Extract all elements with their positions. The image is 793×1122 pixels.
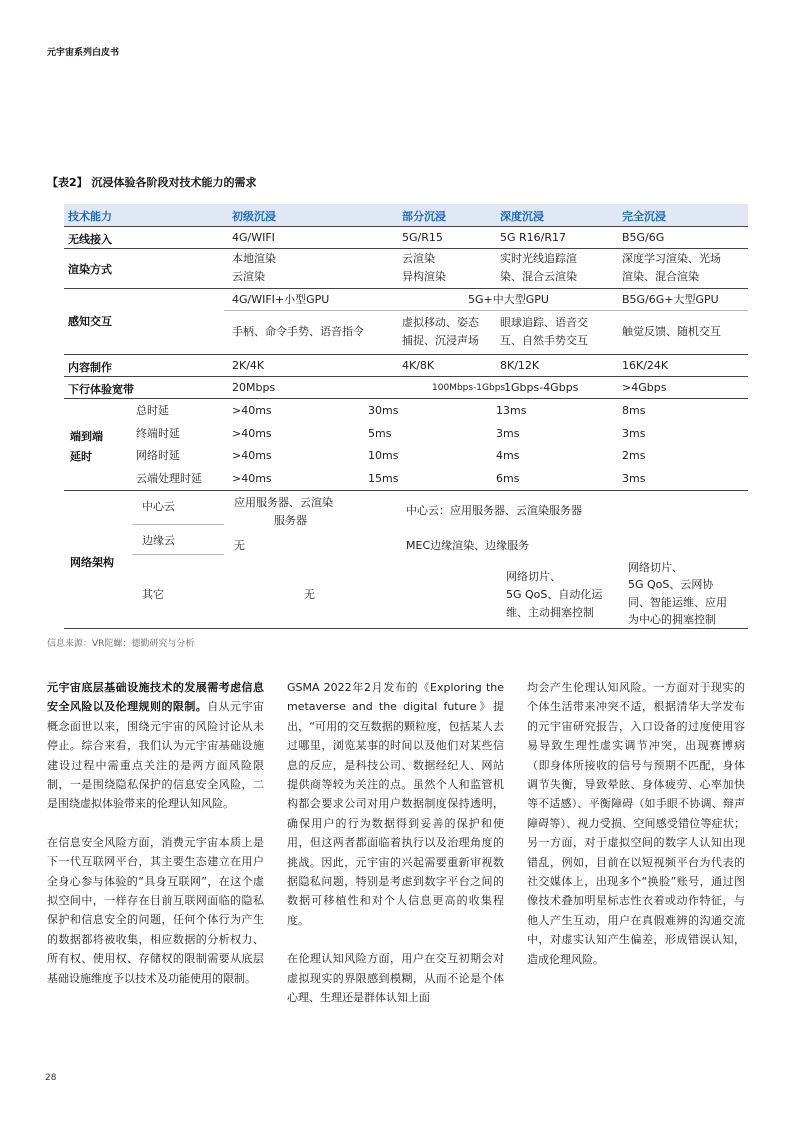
paragraph: GSMA 2022年2月发布的《Exploring the metaverse and the digital future》提出，“可用的交互数据的颗粒度，包括某人去过哪里，浏览某事的时间以及他们对某些信息的反应，是科技公司、数据经纪人、网站提供商等较为关注的点。虽然个人和监管机构都会要求公司对用户数据制度保持透明，确保用户的行为数据得到妥善的保护和使用，但这两者都面临着执行以及治理角度的挑战。因此，元宇宙的兴起需要重新审视数据隐私问题，特别是考虑到数字平台之间的数据可移植性和对个人信息更高的收集程度。	[287, 681, 504, 927]
latency-network-name: 网络时延	[136, 449, 180, 462]
downlink-initial: 20Mbps	[232, 381, 276, 394]
latency-total-partial: 30ms	[368, 404, 399, 417]
row-downlink-label: 下行体验宽带	[68, 383, 134, 396]
perception-interaction-partial-2: 捕捉、沉浸声场	[402, 334, 479, 347]
network-other-name: 其它	[142, 588, 164, 601]
downlink-full: >4Gbps	[622, 381, 667, 394]
network-center-rest: 中心云：应用服务器、云渲染服务器	[406, 504, 582, 517]
downlink-deep: 1Gbps-4Gbps	[504, 381, 579, 394]
row-latency-label-1: 端到端	[70, 430, 103, 443]
network-other-full-1: 网络切片、	[628, 561, 683, 574]
network-other-deep-3: 维、主动拥塞控制	[506, 606, 594, 619]
latency-total-initial: >40ms	[232, 404, 272, 417]
latency-cloud-full: 3ms	[622, 472, 646, 485]
header-full: 完全沉浸	[622, 210, 666, 223]
latency-cloud-name: 云端处理时延	[136, 472, 202, 485]
wireless-partial: 5G/R15	[402, 231, 443, 244]
rule	[64, 490, 748, 491]
latency-network-partial: 10ms	[368, 449, 399, 462]
row-network-label: 网络架构	[70, 556, 114, 569]
row-perception-label: 感知交互	[68, 315, 112, 328]
latency-cloud-partial: 15ms	[368, 472, 399, 485]
content-full: 16K/24K	[622, 359, 669, 372]
content-partial: 4K/8K	[402, 359, 435, 372]
network-center-name: 中心云	[142, 500, 175, 513]
rule	[64, 354, 748, 355]
rule	[64, 376, 748, 377]
network-edge-name: 边缘云	[142, 534, 175, 547]
network-center-initial-2: 服务器	[274, 514, 307, 527]
latency-terminal-name: 终端时延	[136, 427, 180, 440]
content-deep: 8K/12K	[500, 359, 540, 372]
rule	[132, 554, 224, 555]
table-caption: 【表2】 沉浸体验各阶段对技术能力的需求	[47, 176, 257, 189]
lead-bold-text: 元宇宙底层基础设施技术的发展需考虑信息安全风险以及伦理规则的限制。	[47, 681, 264, 714]
paragraph: 自从元宇宙概念面世以来，围绕元宇宙的风险讨论从未停止。综合来看，我们认为元宇宙基础设施建设过程中需重点关注的是两方面风险限制，一是围绕隐私保护的信息安全风险，二是围绕虚拟体验带来的伦理认知风险。	[47, 700, 265, 811]
requirements-table	[64, 204, 748, 628]
latency-total-full: 8ms	[622, 404, 646, 417]
rule	[64, 628, 748, 629]
paragraph: 在伦理认知风险方面，用户在交互初期会对虚拟现实的界限感到模糊，从而不论是个体心理、生理还是群体认知上面	[287, 952, 504, 1005]
network-edge-initial: 无	[234, 539, 245, 552]
latency-cloud-initial: >40ms	[232, 472, 272, 485]
perception-interaction-partial-1: 虚拟移动、姿态	[402, 316, 479, 329]
content-initial: 2K/4K	[232, 359, 265, 372]
network-center-initial-1: 应用服务器、云渲染	[234, 496, 333, 509]
body-column-1	[47, 678, 264, 1007]
rule	[64, 398, 748, 399]
paragraph: 均会产生伦理认知风险。一方面对于现实的个体生活带来冲突不适，根据清华大学发布的元宇宙研究报告，入口设备的过度使用容易导致生理性虚实调节冲突，出现赛博病（即身体所接收的信号与预期不匹配，身体调节失衡，导致晕眩、身体疲劳、心率加快等不适感）、平衡障碍（如手眼不协调、辩声障碍等）、视力受损、空间感受错位等症状；另一方面，对于虚拟空间的数字人认知出现错乱，例如，目前在以短视频平台为代表的社交媒体上，出现多个“换脸”账号，通过图像技术叠加明星标志性衣着或动作特征，与他人产生互动，用户在真假难辨的沟通交流中，对虚实认知产生偏差，形成错误认知，造成伦理风险。	[527, 681, 745, 966]
perception-interaction-full: 触觉反馈、随机交互	[622, 325, 721, 338]
render-partial-1: 云渲染	[402, 252, 435, 265]
table-source: 信息来源：VR陀螺；德勤研究与分析	[47, 639, 195, 649]
render-initial-2: 云渲染	[232, 270, 265, 283]
rule	[64, 226, 748, 227]
header-partial: 部分沉浸	[402, 210, 446, 223]
perception-network-partial-deep: 5G+中大型GPU	[468, 293, 549, 306]
row-render-label: 渲染方式	[68, 263, 112, 276]
latency-total-deep: 13ms	[496, 404, 527, 417]
wireless-full: B5G/6G	[622, 231, 665, 244]
latency-terminal-initial: >40ms	[232, 427, 272, 440]
header-deep: 深度沉浸	[500, 210, 544, 223]
latency-network-deep: 4ms	[496, 449, 520, 462]
row-wireless-label: 无线接入	[68, 233, 112, 246]
paragraph: 在信息安全风险方面，消费元宇宙本质上是下一代互联网平台，其主要生态建立在用户全身心参与体验的“具身互联网”，在这个虚拟空间中，一样存在目前互联网面临的隐私保护和信息安全的问题，任何个体行为产生的数据都将被收集，相应数据的分析权力、所有权、使用权、存储权的限制需要从底层基础设施维度予以技术及功能使用的限制。	[47, 835, 264, 985]
row-content-label: 内容制作	[68, 361, 112, 374]
render-initial-1: 本地渲染	[232, 252, 276, 265]
header-initial: 初级沉浸	[232, 210, 276, 223]
latency-terminal-deep: 3ms	[496, 427, 520, 440]
perception-network-initial: 4G/WIFI+小型GPU	[232, 293, 330, 306]
series-title: 元宇宙系列白皮书	[47, 48, 120, 58]
rule	[224, 310, 748, 311]
wireless-initial: 4G/WIFI	[232, 231, 275, 244]
latency-network-full: 2ms	[622, 449, 646, 462]
latency-network-initial: >40ms	[232, 449, 272, 462]
page-number: 28	[45, 1073, 57, 1083]
rule	[64, 288, 748, 289]
latency-total-name: 总时延	[136, 404, 169, 417]
network-edge-rest: MEC边缘渲染、边缘服务	[406, 539, 530, 552]
network-other-full-2: 5G QoS、云网协	[628, 578, 714, 591]
render-full-1: 深度学习渲染、光场	[622, 252, 721, 265]
rule	[132, 524, 224, 525]
perception-interaction-deep-1: 眼球追踪、语音交	[500, 316, 588, 329]
render-partial-2: 异构渲染	[402, 270, 446, 283]
latency-terminal-partial: 5ms	[368, 427, 392, 440]
network-other-full-3: 同、智能运维、应用	[628, 596, 727, 609]
downlink-partial: 100Mbps-1Gbps	[432, 383, 506, 393]
body-column-2	[287, 678, 504, 1027]
network-other-deep-2: 5G QoS、自动化运	[506, 588, 603, 601]
wireless-deep: 5G R16/R17	[500, 231, 567, 244]
perception-interaction-initial: 手柄、命令手势、语音指令	[232, 325, 364, 338]
body-column-3	[527, 678, 745, 988]
network-other-full-4: 为中心的拥塞控制	[628, 613, 716, 626]
header-capability: 技术能力	[68, 210, 112, 223]
perception-network-full: B5G/6G+大型GPU	[622, 293, 719, 306]
render-full-2: 渲染、混合渲染	[622, 270, 699, 283]
row-latency-label-2: 延时	[70, 450, 92, 463]
network-other-initial-partial: 无	[304, 588, 315, 601]
network-other-deep-1: 网络切片、	[506, 570, 561, 583]
render-deep-2: 染、混合云渲染	[500, 270, 577, 283]
latency-terminal-full: 3ms	[622, 427, 646, 440]
render-deep-1: 实时光线追踪渲	[500, 252, 577, 265]
latency-cloud-deep: 6ms	[496, 472, 520, 485]
rule	[64, 248, 748, 249]
perception-interaction-deep-2: 互、自然手势交互	[500, 334, 588, 347]
